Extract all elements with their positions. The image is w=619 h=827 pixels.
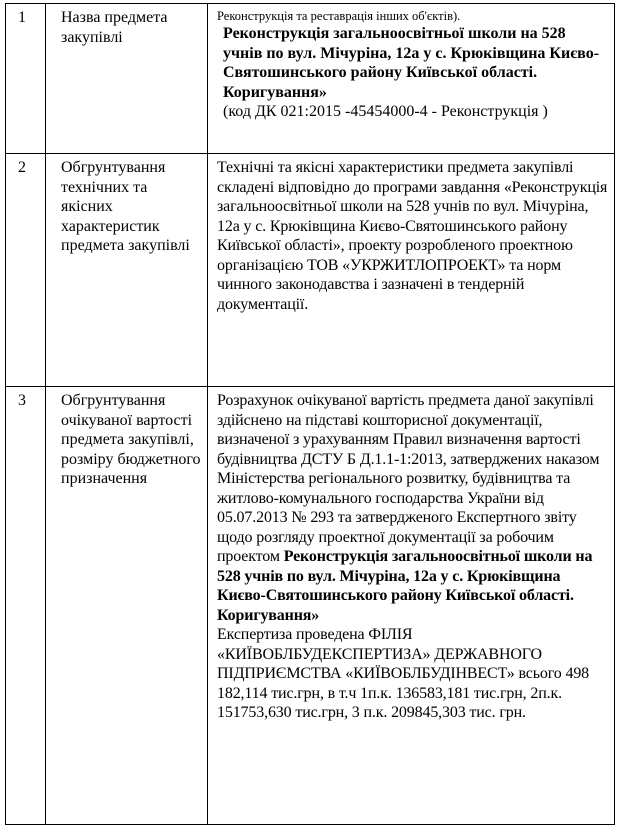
procurement-table — [5, 3, 615, 825]
cost-justification-text — [217, 391, 608, 625]
table-row — [6, 4, 615, 154]
row-number: 2 — [6, 154, 46, 387]
table-row — [6, 154, 615, 387]
row-content — [208, 4, 615, 154]
row-label: Назва предмета закупівлі — [46, 4, 208, 154]
characteristics-text: Технічні та якісні характеристики предмета закупівлі складені відповідно до програми завдання «Реконструкція загальноосвітньої школи на 528 учнів по вул. Мічуріна, 12а у с. Крюківщина Києво-Святошинського району Київської області», проекту розробленого проектною організацією ТОВ «УКРЖИТЛОПРОЕКТ» та норм чинного законодавства і зазначені в тендерній документації. — [217, 159, 608, 313]
row-number: 3 — [6, 387, 46, 825]
expertise-text: Експертиза проведена ФІЛІЯ «КИЇВОБЛБУДЕКСПЕРТИЗА» ДЕРЖАВНОГО ПІДПРИЄМСТВА «КИЇВОБЛБУДІНВЕСТ» всього 498 182,114 тис.грн, в т.ч 1п.к. 136583,181 тис.грн, 2п.к. 151753,630 тис.грн, 3 п.к. 209845,303 тис. грн. — [217, 626, 590, 721]
table-row — [6, 387, 615, 825]
row-label: Обгрунтування очікуваної вартості предмета закупівлі, розміру бюджетного призначення — [46, 387, 208, 825]
subject-category-line: Реконструкція та реставрація інших об'єктів). — [217, 9, 461, 23]
row-content — [208, 387, 615, 825]
dk-code: (код ДК 021:2015 -45454000-4 - Реконструкція ) — [223, 103, 548, 120]
project-title: Реконструкція загальноосвітньої школи на 528 учнів по вул. Мічуріна, 12а у с. Крюківщина Києво-Святошинського району Київської області. Коригування» — [217, 548, 593, 624]
cost-intro: Розрахунок очікуваної вартість предмета даної закупівлі здійснено на підставі кошторисної документації, визначеної з урахуванням Правил визначення вартості будівництва ДСТУ Б Д.1.1-1:2013, затверджених наказом Міністерства регіонального розвитку, будівництва та житлово-комунального господарства України від 05.07.2013 № 293 та затвердженого Експертного звіту щодо розгляду проектної документації за робочим проектом — [217, 392, 600, 565]
row-label: Обгрунтування технічних та якісних характеристик предмета закупівлі — [46, 154, 208, 387]
row-number: 1 — [6, 4, 46, 154]
row-content — [208, 154, 615, 387]
project-title: Реконструкція загальноосвітньої школи на 528 учнів по вул. Мічуріна, 12а у с. Крюківщина Києво-Святошинського району Київської області. Коригування» — [223, 25, 600, 101]
